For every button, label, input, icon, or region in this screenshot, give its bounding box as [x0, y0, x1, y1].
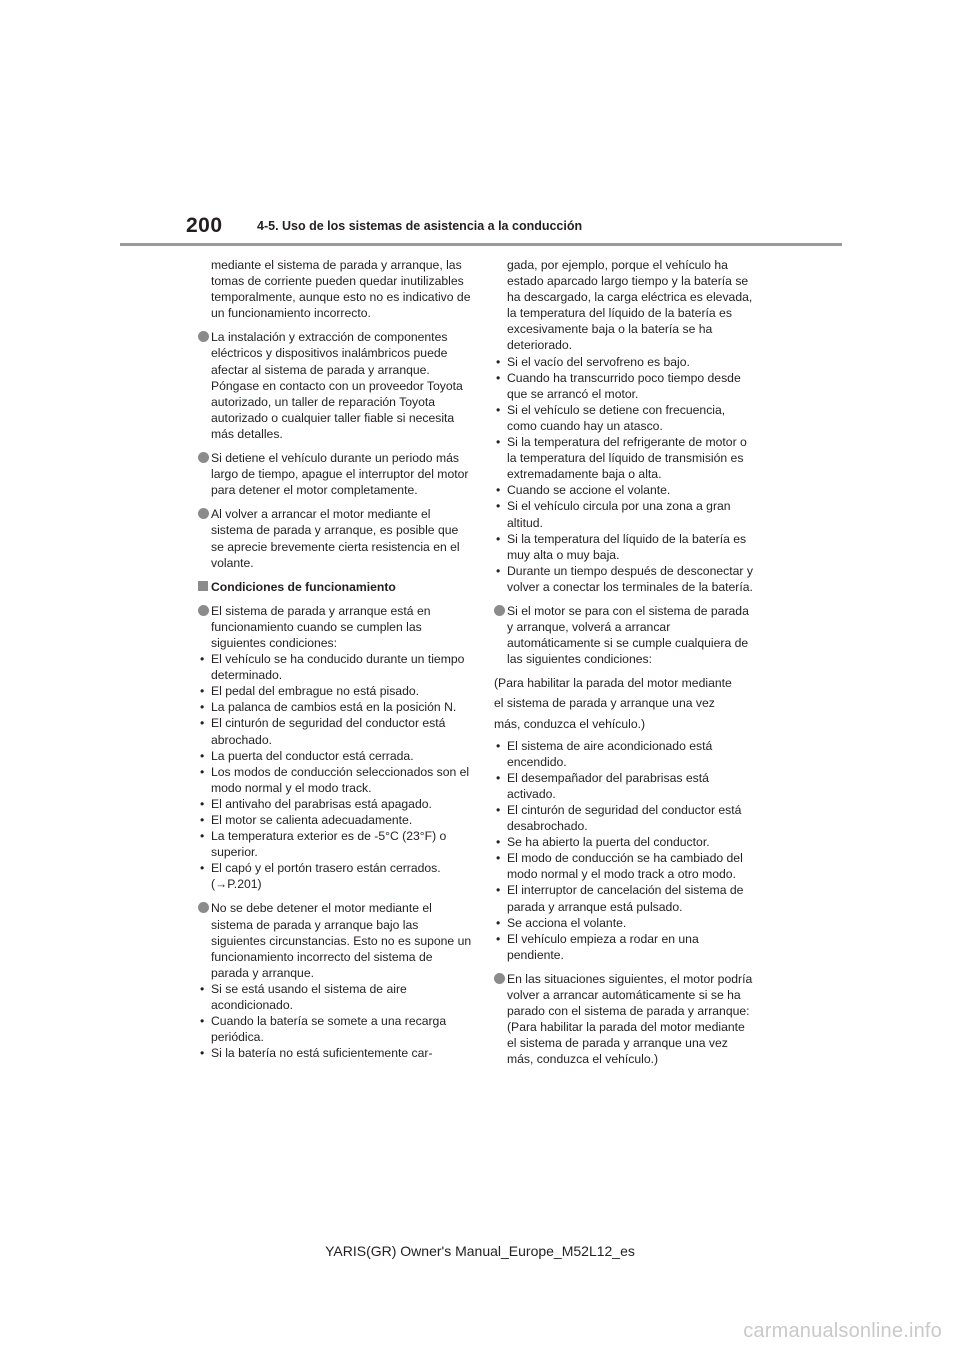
- header-rule: [120, 243, 842, 246]
- circumstance-list: [198, 981, 473, 1061]
- list-item: • La palanca de cambios está en la posición N.: [198, 699, 473, 715]
- list-item: • El cinturón de seguridad del conductor está abrochado.: [198, 715, 473, 747]
- list-item: • El sistema de aire acondicionado está encendido.: [494, 738, 756, 770]
- list-item: • Cuando ha transcurrido poco tiempo desde que se arrancó el motor.: [494, 370, 756, 402]
- list-item: • Durante un tiempo después de desconectar y volver a conectar los terminales de la batería.: [494, 563, 756, 595]
- list-item: • Si la batería no está suficientemente car-: [198, 1045, 473, 1061]
- list-item: • El vehículo se ha conducido durante un tiempo determinado.: [198, 651, 473, 683]
- list-item: • El motor se calienta adecuadamente.: [198, 812, 473, 828]
- list-item: • Si el vacío del servofreno es bajo.: [494, 354, 756, 370]
- section-title: 4-5. Uso de los sistemas de asistencia a la conducción: [257, 219, 583, 233]
- list-item: • El capó y el portón trasero están cerrados. (→P.201): [198, 860, 473, 892]
- list-item: • El interruptor de cancelación del sistema de parada y arranque está pulsado.: [494, 882, 756, 914]
- list-item: • El cinturón de seguridad del conductor está desabrochado.: [494, 802, 756, 834]
- right-column: [494, 257, 756, 1076]
- round-bullet-icon: [198, 452, 209, 463]
- round-bullet-icon: [494, 605, 505, 616]
- round-bullet-icon: [198, 902, 209, 913]
- list-item: [198, 329, 473, 442]
- left-column: [198, 257, 473, 1069]
- list-item: • Se ha abierto la puerta del conductor.: [494, 834, 756, 850]
- watermark: carmanualsonline.info: [743, 1320, 942, 1342]
- plain-line: más, conduzca el vehículo.): [494, 716, 646, 731]
- list-item: • Si la temperatura del refrigerante de motor o la temperatura del líquido de transmisión es extremadamente baja o alta.: [494, 434, 756, 482]
- list-item: • Si el vehículo circula por una zona a gran altitud.: [494, 498, 756, 530]
- item-text: En las situaciones siguientes, el motor podría volver a arrancar automáticamente si se ha parado con el sistema de parada y arranque: (Para habilitar la parada del motor mediante el sistema de parada y arranque una vez más, conduzca el vehículo.): [507, 971, 753, 1067]
- list-item: • El desempañador del parabrisas está activado.: [494, 770, 756, 802]
- subsection-heading: [198, 579, 473, 595]
- list-item: [198, 603, 473, 893]
- continuation-paragraph: gada, por ejemplo, porque el vehículo ha estado aparcado largo tiempo y la batería se ha descargado, la carga eléctrica es elevada, la temperatura del líquido de la batería es excesivamente baja o la batería se ha deteriorado.: [507, 258, 753, 353]
- list-item: [494, 971, 756, 1068]
- round-bullet-icon: [198, 331, 209, 342]
- circumstance-list-continued: [494, 354, 756, 595]
- item-text: El sistema de parada y arranque está en funcionamiento cuando se cumplen las siguientes condiciones:: [211, 603, 431, 650]
- item-text: Si detiene el vehículo durante un periodo más largo de tiempo, apague el interruptor del motor para detener el motor completamente.: [211, 451, 469, 498]
- list-item: • El vehículo empieza a rodar en una pendiente.: [494, 931, 756, 963]
- list-item: • El pedal del embrague no está pisado.: [198, 683, 473, 699]
- list-item: • El antivaho del parabrisas está apagado.: [198, 796, 473, 812]
- list-item: • El modo de conducción se ha cambiado del modo normal y el modo track a otro modo.: [494, 850, 756, 882]
- heading-text: Condiciones de funcionamiento: [211, 579, 396, 594]
- list-item: [198, 450, 473, 498]
- plain-line: el sistema de parada y arranque una vez: [494, 696, 715, 711]
- list-item: • La temperatura exterior es de -5°C (23°F) o superior.: [198, 828, 473, 860]
- item-text: Al volver a arrancar el motor mediante el sistema de parada y arranque, es posible que se aprecie brevemente cierta resistencia en el volante.: [211, 507, 460, 570]
- list-item: • Si el vehículo se detiene con frecuencia, como cuando hay un atasco.: [494, 402, 756, 434]
- footer-manual-id: YARIS(GR) Owner's Manual_Europe_M52L12_es: [325, 1243, 635, 1259]
- round-bullet-icon: [494, 973, 505, 984]
- item-text: Si el motor se para con el sistema de parada y arranque, volverá a arrancar automáticamente si se cumple cualquiera de las siguientes condiciones:: [507, 603, 749, 667]
- list-item: [494, 603, 756, 667]
- intro-paragraph: mediante el sistema de parada y arranque, las tomas de corriente pueden quedar inutilizables temporalmente, aunque esto no es indicativo de un funcionamiento incorrecto.: [211, 258, 471, 321]
- list-item: • Cuando la batería se somete a una recarga periódica.: [198, 1013, 473, 1045]
- page-number: 200: [186, 214, 223, 237]
- list-item: • Si se está usando el sistema de aire acondicionado.: [198, 981, 473, 1013]
- restart-condition-list: [494, 738, 756, 963]
- list-item: • Cuando se accione el volante.: [494, 482, 756, 498]
- round-bullet-icon: [198, 605, 209, 616]
- round-bullet-icon: [198, 508, 209, 519]
- square-bullet-icon: [198, 581, 208, 591]
- list-item: • Si la temperatura del líquido de la batería es muy alta o muy baja.: [494, 531, 756, 563]
- plain-line: (Para habilitar la parada del motor mediante: [494, 676, 732, 691]
- list-item: • Los modos de conducción seleccionados son el modo normal y el modo track.: [198, 764, 473, 796]
- list-item: [198, 506, 473, 570]
- list-item: • Se acciona el volante.: [494, 915, 756, 931]
- list-item: [198, 900, 473, 1061]
- item-text: No se debe detener el motor mediante el sistema de parada y arranque bajo las siguientes circunstancias. Esto no es supone un funcionamiento incorrecto del sistema de parada y arranque.: [211, 901, 472, 980]
- item-text: La instalación y extracción de componentes eléctricos y dispositivos inalámbricos puede afectar al sistema de parada y arranque. Póngase en contacto con un proveedor Toyota autorizado, un taller de reparación Toyota autorizado o cualquier taller fiable si necesita más detalles.: [211, 330, 463, 441]
- condition-list: [198, 651, 473, 892]
- list-item: • La puerta del conductor está cerrada.: [198, 748, 473, 764]
